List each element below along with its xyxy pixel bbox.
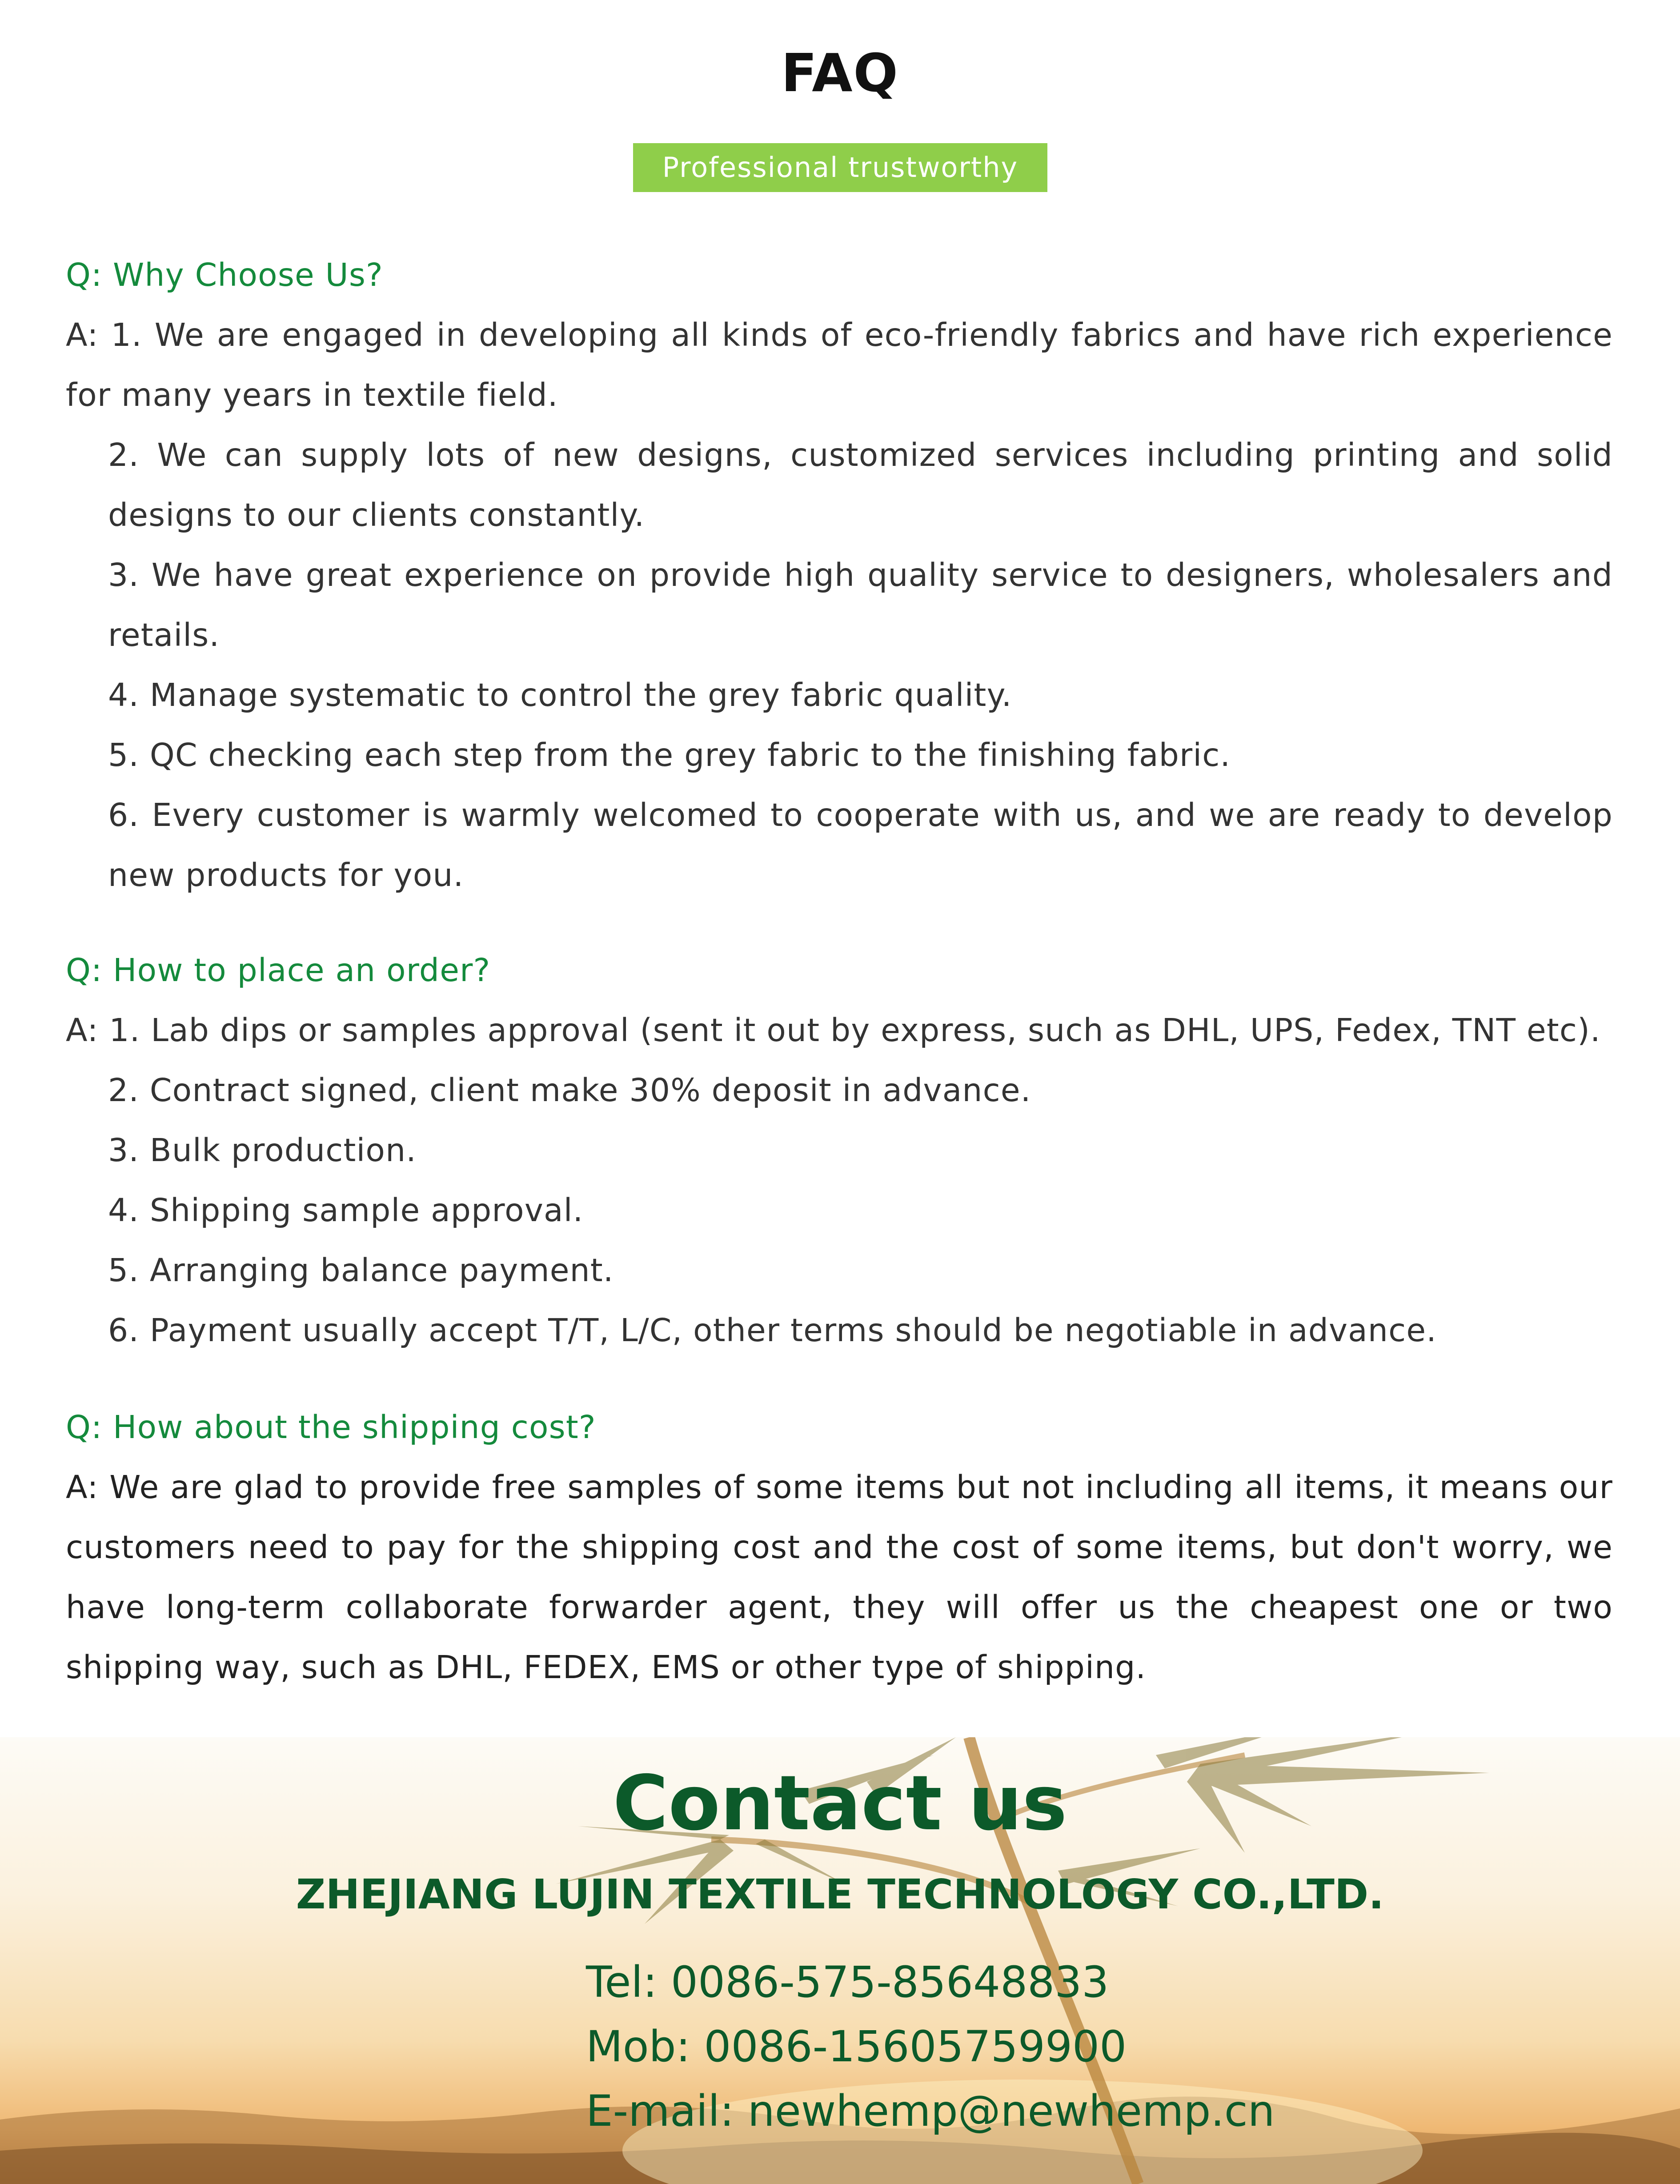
faq-question: Q: How about the shipping cost? bbox=[66, 1409, 596, 1446]
faq-answer-line: 3. We have great experience on provide high quality service to designers, wholesalers and retails. bbox=[108, 557, 1613, 653]
faq-answer-line: 5. QC checking each step from the grey fabric to the finishing fabric. bbox=[108, 737, 1231, 773]
faq-section-shipping-cost bbox=[66, 1397, 1613, 1697]
faq-answer-line: A: 1. Lab dips or samples approval (sent it out by express, such as DHL, UPS, Fedex, TNT etc). bbox=[66, 1012, 1601, 1049]
contact-email: E-mail: newhemp@newhemp.cn bbox=[586, 2086, 1275, 2136]
faq-answer-line: 6. Payment usually accept T/T, L/C, other terms should be negotiable in advance. bbox=[108, 1312, 1437, 1349]
faq-answer-line: 2. We can supply lots of new designs, customized services including printing and solid designs to our clients constantly. bbox=[108, 437, 1613, 533]
faq-section-place-order bbox=[66, 940, 1613, 1360]
company-name: ZHEJIANG LUJIN TEXTILE TECHNOLOGY CO.,LTD. bbox=[296, 1871, 1384, 1918]
faq-answer-line: A: 1. We are engaged in developing all kinds of eco-friendly fabrics and have rich experience for many years in textile field. bbox=[66, 317, 1613, 413]
faq-answer-line: 4. Shipping sample approval. bbox=[108, 1192, 584, 1229]
contact-mobile: Mob: 0086-15605759900 bbox=[586, 2022, 1127, 2072]
faq-answer-line: 5. Arranging balance payment. bbox=[108, 1252, 614, 1289]
faq-answer-line: 3. Bulk production. bbox=[108, 1132, 417, 1169]
tagline-badge: Professional trustworthy bbox=[633, 143, 1047, 192]
faq-question: Q: How to place an order? bbox=[66, 952, 491, 989]
faq-answer-line: A: We are glad to provide free samples of some items but not including all items, it means our customers need to pay for the shipping cost and the cost of some items, but don't worry, we have long-term collaborate forwarder agent, they will offer us the cheapest one or two shipping way, such as DHL, FEDEX, EMS or other type of shipping. bbox=[66, 1469, 1613, 1686]
faq-answer-line: 4. Manage systematic to control the grey fabric quality. bbox=[108, 677, 1012, 713]
contact-tel: Tel: 0086-575-85648833 bbox=[586, 1957, 1109, 2007]
faq-question: Q: Why Choose Us? bbox=[66, 256, 383, 293]
contact-banner bbox=[0, 1737, 1680, 2184]
faq-answer-line: 2. Contract signed, client make 30% deposit in advance. bbox=[108, 1072, 1031, 1109]
faq-section-why-choose-us bbox=[66, 245, 1613, 905]
faq-title: FAQ bbox=[781, 42, 899, 104]
contact-title: Contact us bbox=[613, 1759, 1067, 1847]
faq-answer-line: 6. Every customer is warmly welcomed to cooperate with us, and we are ready to develop new products for you. bbox=[108, 797, 1613, 894]
